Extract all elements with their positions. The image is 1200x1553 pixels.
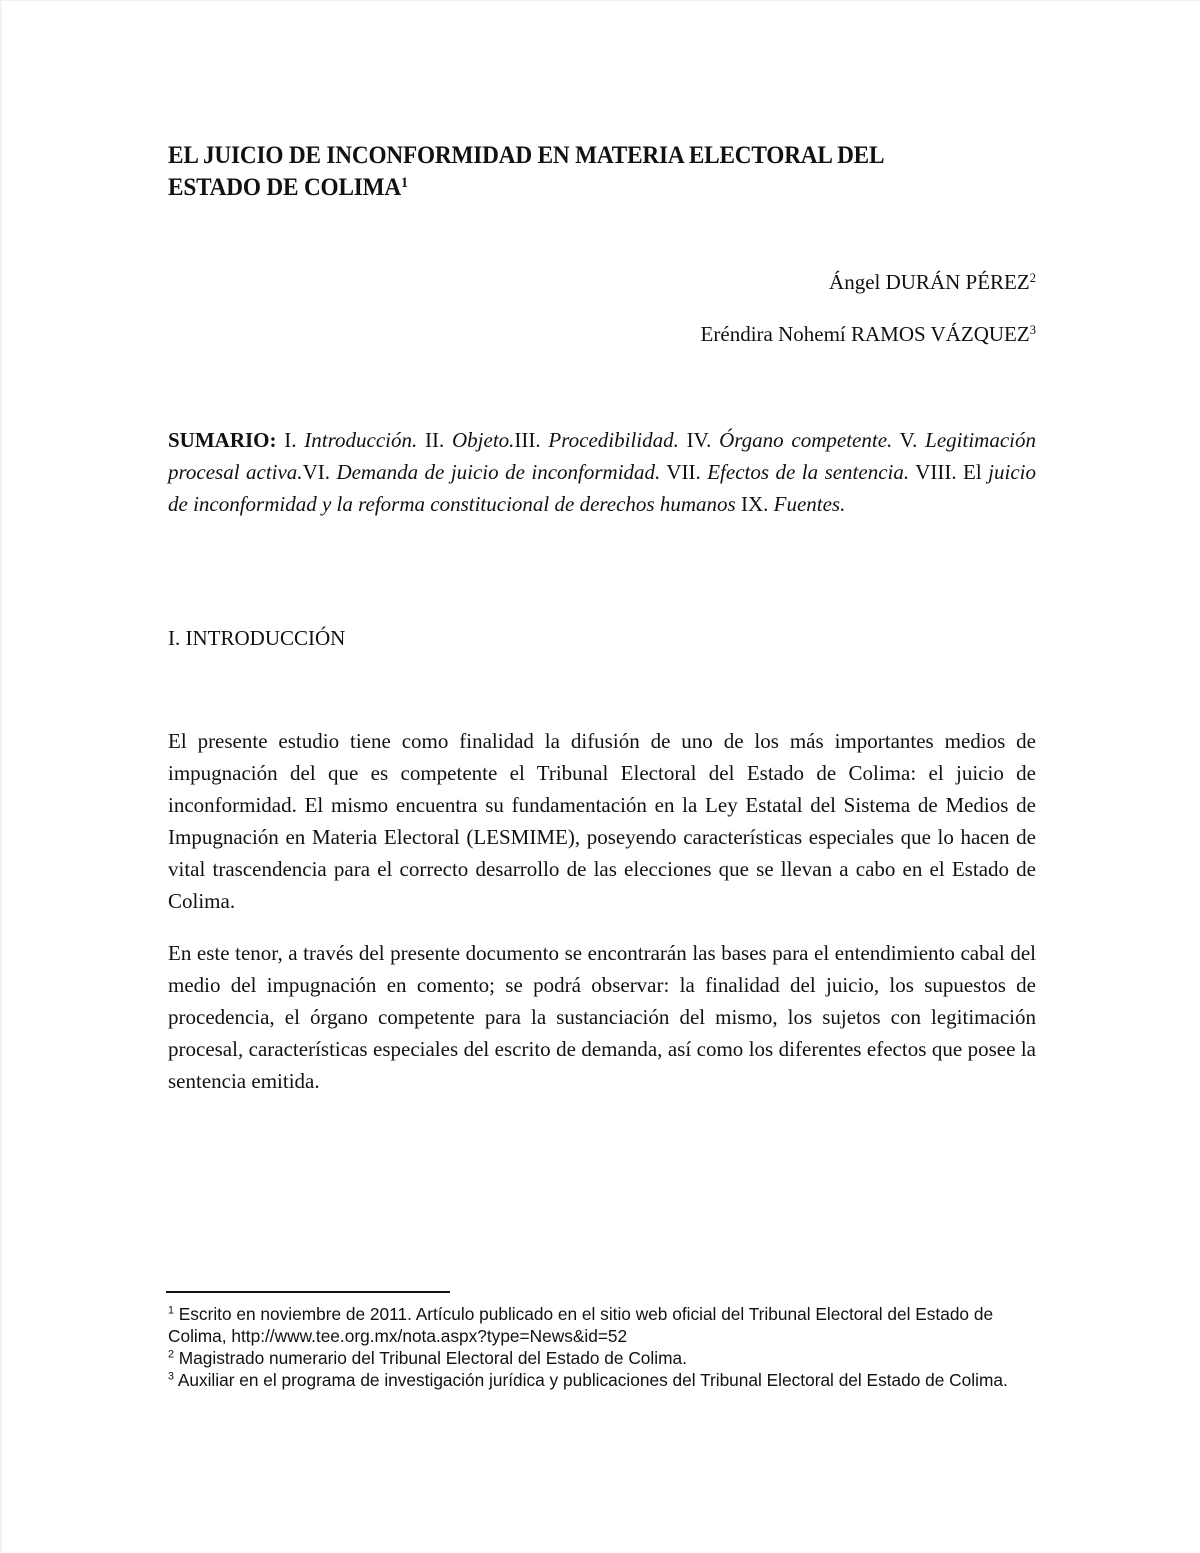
author-list: [701, 269, 1036, 373]
summary-item-number: IX.: [735, 492, 774, 516]
summary-item-number: VIII. El: [909, 460, 989, 484]
section-heading: I. INTRODUCCIÓN: [168, 626, 346, 650]
summary-item-number: I.: [276, 428, 305, 452]
summary-item-title: Órgano competente.: [719, 428, 893, 452]
summary-item-title: Fuentes.: [773, 492, 846, 516]
footnote-text: Escrito en noviembre de 2011. Artículo publicado en el sitio web oficial del Tribunal Electoral del Estado de Colima, http://www.tee.org.mx/nota.aspx?type=News&id=52: [168, 1304, 994, 1346]
footnote-1: [168, 1303, 1043, 1347]
document-title: [168, 140, 975, 204]
summary-item-number: IV.: [678, 428, 720, 452]
summary-item-number: VI.: [302, 460, 337, 484]
summary-item-title: Procedibilidad.: [548, 428, 679, 452]
footnote-3: [168, 1369, 1043, 1391]
title-footnote-ref[interactable]: 1: [401, 174, 408, 191]
footnote-number: 2: [168, 1348, 174, 1361]
summary-item-number: II.: [417, 428, 452, 452]
footnote-number: 1: [168, 1304, 174, 1317]
body-paragraph-2: En este tenor, a través del presente documento se encontrarán las bases para el entendimiento cabal del medio del impugnación en comento; se podrá observar: la finalidad del juicio, los supuestos de procedencia, el órgano competente para la sustanciación del mismo, los sujetos con legitimación procesal, características especiales del escrito de demanda, así como los diferentes efectos que posee la sentencia emitida.: [168, 941, 1036, 1093]
footnote-separator: [166, 1291, 450, 1293]
summary-item-title: Efectos de la sentencia.: [707, 460, 910, 484]
summary-item-title: Objeto.: [452, 428, 515, 452]
footnote-text: Magistrado numerario del Tribunal Electoral del Estado de Colima.: [173, 1348, 687, 1368]
summary: [168, 424, 1036, 520]
summary-item-number: III.: [514, 428, 549, 452]
summary-item-title: Introducción.: [304, 428, 418, 452]
summary-item-number: V.: [892, 428, 926, 452]
author-2: [701, 321, 1036, 347]
author-1: [701, 269, 1036, 295]
author-footnote-ref[interactable]: 2: [1029, 271, 1036, 286]
author-footnote-ref[interactable]: 3: [1029, 323, 1036, 338]
summary-item-title: Legitimación procesal activa.: [168, 428, 1036, 484]
body-paragraph-1: El presente estudio tiene como finalidad la difusión de uno de los más importantes medios de impugnación del que es competente el Tribunal Electoral del Estado de Colima: el juicio de inconformidad. El mismo encuentra su fundamentación en la Ley Estatal del Sistema de Medios de Impugnación en Materia Electoral (LESMIME), poseyendo características especiales que lo hacen de vital trascendencia para el correcto desarrollo de las elecciones que se llevan a cabo en el Estado de Colima.: [168, 729, 1036, 913]
footnote-number: 3: [168, 1370, 174, 1383]
footnote-text: Auxiliar en el programa de investigación jurídica y publicaciones del Tribunal Electoral del Estado de Colima.: [173, 1370, 1008, 1390]
summary-item-title: Demanda de juicio de inconformidad.: [336, 460, 661, 484]
summary-item-number: VII.: [660, 460, 708, 484]
title-text: EL JUICIO DE INCONFORMIDAD EN MATERIA ELECTORAL DEL ESTADO DE COLIMA: [168, 142, 884, 201]
author-name: Ángel DURÁN PÉREZ: [829, 270, 1030, 294]
footnotes: [168, 1303, 1043, 1391]
summary-label: SUMARIO:: [168, 428, 277, 452]
footnote-2: [168, 1347, 1043, 1369]
summary-item-title: juicio de inconformidad y la reforma constitucional de derechos humanos: [168, 460, 1036, 516]
author-name: Eréndira Nohemí RAMOS VÁZQUEZ: [700, 322, 1030, 346]
